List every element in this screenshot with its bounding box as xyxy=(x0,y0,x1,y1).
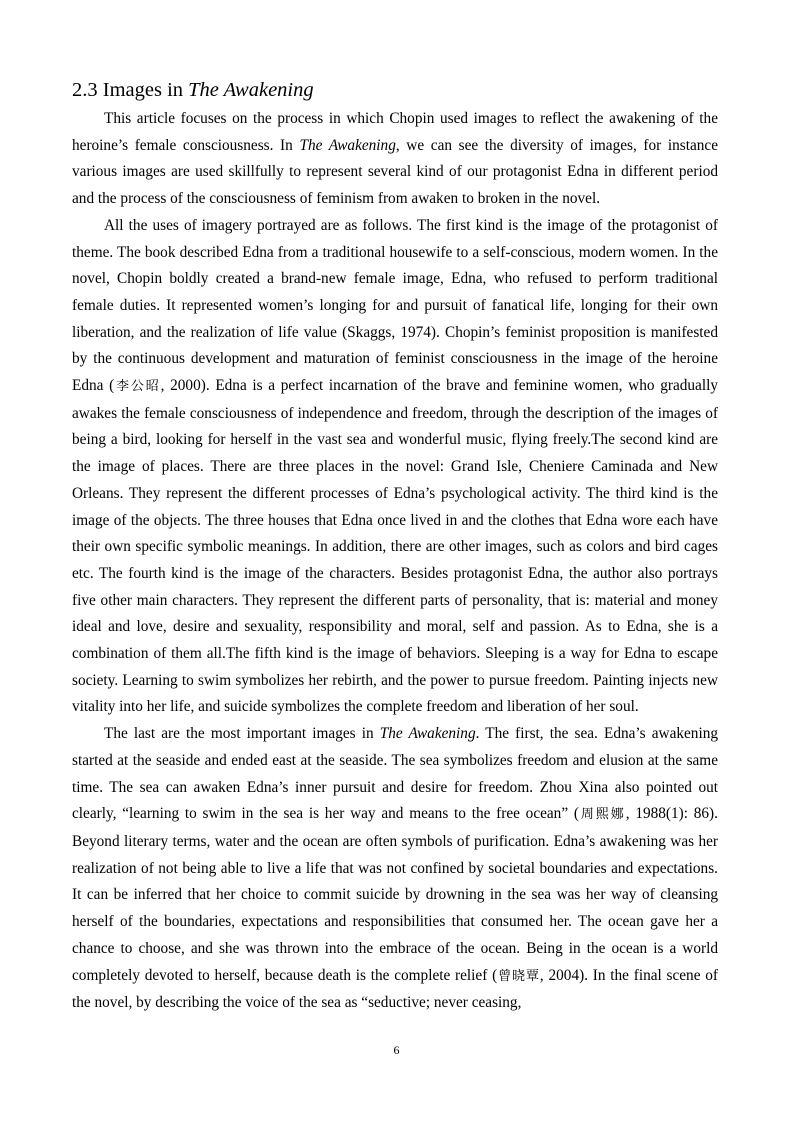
section-heading-number: 2.3 Images in xyxy=(72,79,189,101)
paragraph-text: , 2004). In the final scene of the novel, by describing the voice of the sea as “seductive; never ceasing, xyxy=(72,966,718,1012)
citation-author-cjk: 周熙娜 xyxy=(578,807,626,823)
paragraph-text: This article focuses on the process in which Chopin used images to reflect the awakening of the heroine’s female consciousness. In xyxy=(72,110,718,154)
body-text xyxy=(72,106,718,1017)
paragraph-text: , we can see the diversity of images, for instance various images are used skillfully to represent several kind of our protagonist Edna in different period and the process of the consciousness of feminism from awaken to broken in the novel. xyxy=(72,136,718,208)
section-heading xyxy=(72,77,314,103)
paragraph-text: , 1988(1): 86). Beyond literary terms, water and the ocean are often symbols of purification. Edna’s awakening was her realization of not being able to live a life that was not confined by societal boundaries and expectations. It can be inferred that her choice to commit suicide by drowning in the sea was her way of cleansing herself of the boundaries, expectations and responsibilities that consumed her. The ocean gave her a chance to choose, and she was thrown into the embrace of the ocean. Being in the ocean is a world completely devoted to herself, because death is the complete relief ( xyxy=(72,805,718,984)
paragraph-text: The last are the most important images in xyxy=(104,725,380,743)
paragraph-1 xyxy=(72,106,718,213)
citation-author-cjk: 曾晓覃 xyxy=(497,968,540,984)
paragraph-text: All the uses of imagery portrayed are as follows. The first kind is the image of the protagonist of theme. The book described Edna from a traditional housewife to a self-conscious, modern women. In the novel, Chopin boldly created a brand-new female image, Edna, who refused to perform traditional female duties. It represented women’s longing for and pursuit of fanatical life, longing for their own liberation, and the realization of life value (Skaggs, 1974). Chopin’s feminist proposition is manifested by the continuous development and maturation of feminist consciousness in the image of the heroine Edna ( xyxy=(72,216,718,395)
section-heading-title: The Awakening xyxy=(188,79,314,101)
paragraph-text: , 2000). Edna is a perfect incarnation of the brave and feminine women, who gradually awakes the female consciousness of independence and freedom, through the description of the images of being a bird, looking for herself in the vast sea and wonderful music, flying freely.The second kind are the image of places. There are three places in the novel: Grand Isle, Cheniere Caminada and New Orleans. They represent the different processes of Edna’s psychological activity. The third kind is the image of the objects. The three houses that Edna once lived in and the clothes that Edna wore each have their own specific symbolic meanings. In addition, there are other images, such as colors and bird cages etc. The fourth kind is the image of the characters. Besides protagonist Edna, the author also portrays five other main characters. They represent the different parts of personality, that is: material and money ideal and love, desire and sexuality, responsibility and moral, self and passion. As to Edna, she is a combination of them all.The fifth kind is the image of behaviors. Sleeping is a way for Edna to escape society. Learning to swim symbolizes her rebirth, and the power to pursue freedom. Painting injects new vitality into her life, and suicide symbolizes the complete freedom and liberation of her soul. xyxy=(72,377,718,716)
paragraph-3 xyxy=(72,721,718,1017)
paragraph-text: . The first, the sea. Edna’s awakening started at the seaside and ended east at the seaside. The sea symbolizes freedom and elusion at the same time. The sea can awaken Edna’s inner pursuit and desire for freedom. Zhou Xina also pointed out clearly, “learning to swim in the sea is her way and means to the free ocean” ( xyxy=(72,725,718,823)
citation-author-cjk: 李公昭 xyxy=(114,379,161,395)
paragraph-2 xyxy=(72,213,718,721)
page-number: 6 xyxy=(393,1043,400,1057)
book-title-italic: The Awakening xyxy=(379,725,476,743)
book-title-italic: The Awakening xyxy=(299,136,396,154)
